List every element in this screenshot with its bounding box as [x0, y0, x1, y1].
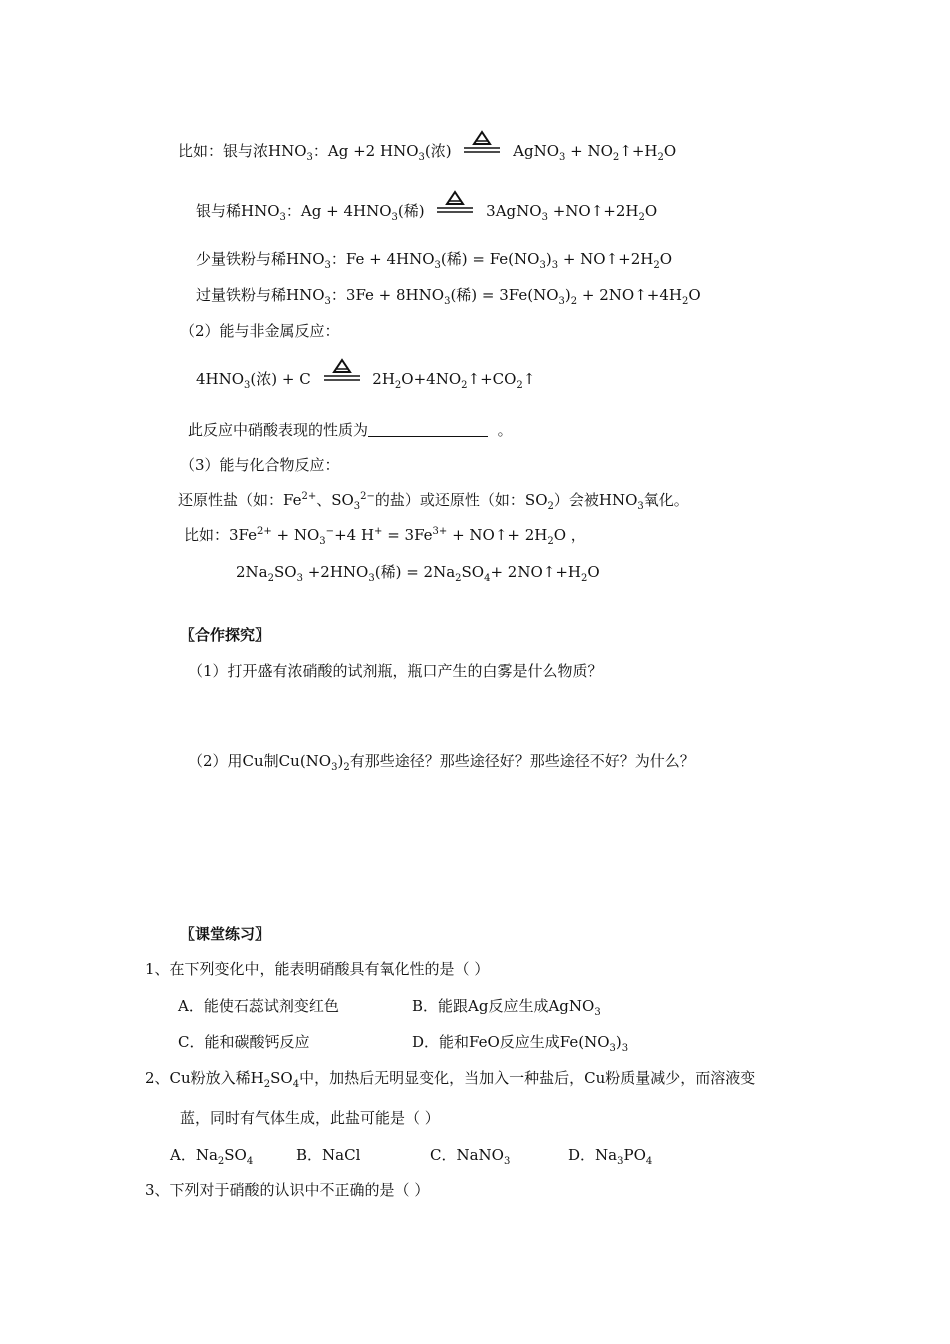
- text: SO: [224, 1146, 247, 1164]
- sub: 3: [551, 260, 559, 271]
- text: 比如：3Fe: [184, 526, 258, 544]
- sub: 3: [296, 573, 303, 584]
- text: ): [615, 1033, 622, 1051]
- text: 2、Cu粉放入稀H: [145, 1069, 264, 1087]
- option-1b[interactable]: [412, 996, 601, 1016]
- text: 还原性盐（如：Fe: [178, 491, 302, 509]
- text: O: [688, 286, 701, 304]
- option-2c[interactable]: [430, 1145, 510, 1165]
- text: ：Fe + 4HNO: [330, 250, 435, 268]
- text: 中，加热后无明显变化，当加入一种盐后，Cu粉质量减少，而溶液变: [299, 1069, 756, 1087]
- reaction-iron-little: [196, 249, 672, 269]
- text: ）会被: [553, 491, 599, 509]
- sub: 2: [516, 380, 523, 391]
- heat-symbol-icon: [462, 140, 502, 160]
- text: D．能和FeO反应生成Fe(NO: [412, 1033, 610, 1051]
- option-2b[interactable]: B．NaCl: [296, 1146, 361, 1164]
- heading-compound: （3）能与化合物反应：: [180, 456, 340, 474]
- practice-question-2: [145, 1068, 755, 1088]
- sub: 3: [434, 260, 441, 271]
- heat-symbol-icon: [435, 200, 475, 220]
- sub: 2: [263, 1079, 271, 1090]
- sub: 2: [581, 573, 588, 584]
- text: +2HNO: [302, 563, 369, 581]
- text: 3AgNO: [486, 202, 542, 220]
- text: 少量铁粉与稀: [196, 250, 287, 268]
- sub: 2: [547, 501, 554, 512]
- text: + NO↑+2H: [558, 250, 654, 268]
- text: ：3Fe + 8HNO: [330, 286, 445, 304]
- reducing-salts-text: [178, 490, 689, 510]
- sub: 3: [539, 260, 546, 271]
- option-2d[interactable]: [568, 1145, 652, 1165]
- text: ：Ag + 4HNO: [285, 202, 392, 220]
- text: O: [663, 142, 677, 160]
- sub: 3: [418, 152, 425, 163]
- text: PO: [623, 1146, 646, 1164]
- reaction-silver-dilute: [196, 200, 657, 221]
- text: SO: [461, 563, 485, 581]
- question-2: [188, 751, 695, 771]
- reaction-ferrous: [184, 525, 586, 545]
- text: ↑+H: [619, 142, 658, 160]
- text: A．Na: [170, 1146, 218, 1164]
- sub: 2: [547, 536, 554, 547]
- text: D．Na: [568, 1146, 618, 1164]
- text: HNO: [241, 202, 280, 220]
- sup: −: [325, 526, 335, 537]
- text: B．能跟Ag反应生成AgNO: [412, 997, 595, 1015]
- practice-question-1: 1、在下列变化中，能表明硝酸具有氧化性的是（ ）: [145, 960, 490, 978]
- text: ): [337, 752, 344, 770]
- sub: 4: [292, 1079, 300, 1090]
- sub: 2: [267, 573, 274, 584]
- text: （2）用Cu制Cu(NO: [188, 752, 332, 770]
- sub: 2: [657, 152, 664, 163]
- sub: 3: [621, 1043, 629, 1054]
- sub: 3: [244, 380, 251, 391]
- sub: 3: [368, 573, 375, 584]
- text: + 2NO↑+H: [490, 563, 581, 581]
- text: ↑: [522, 370, 536, 388]
- text: (稀) = 2Na: [374, 563, 456, 581]
- sub: 3: [617, 1156, 624, 1167]
- text: C．NaNO: [430, 1146, 504, 1164]
- sup: 3+: [432, 526, 448, 537]
- text: (浓): [424, 142, 452, 160]
- sub: 2: [343, 762, 350, 773]
- text: HNO: [286, 250, 325, 268]
- text: HNO: [268, 142, 307, 160]
- sub: 3: [306, 152, 313, 163]
- sub: 3: [353, 501, 361, 512]
- text: O: [587, 563, 600, 581]
- sub: 3: [541, 212, 548, 223]
- text: +NO↑+2H: [547, 202, 639, 220]
- sub: 2: [461, 380, 468, 391]
- text: + 2NO↑+4H: [577, 286, 682, 304]
- heading-nonmetal: （2）能与非金属反应：: [180, 322, 340, 340]
- text: = 3Fe: [382, 526, 433, 544]
- option-2a[interactable]: [170, 1145, 253, 1165]
- sub: 2: [612, 152, 620, 163]
- reaction-carbon: [196, 368, 535, 389]
- text: ): [564, 286, 571, 304]
- question-1: （1）打开盛有浓硝酸的试剂瓶，瓶口产生的白雾是什么物质？: [188, 662, 603, 680]
- text: 有那些途径？那些途径好？那些途径不好？为什么？: [349, 752, 695, 770]
- sub: 2: [570, 296, 578, 307]
- heat-symbol-icon: [322, 368, 362, 388]
- text: 。: [497, 421, 513, 439]
- practice-question-2-cont: 蓝，同时有气体生成，此盐可能是（ ）: [180, 1109, 440, 1127]
- sup: 2+: [301, 491, 317, 502]
- text: O: [644, 202, 658, 220]
- text: ↑+CO: [467, 370, 517, 388]
- sup: +: [374, 526, 383, 537]
- sup: 2+: [257, 526, 272, 537]
- sub: 3: [637, 501, 644, 512]
- sub: 2: [682, 296, 689, 307]
- text: O+4NO: [401, 370, 462, 388]
- sub: 3: [558, 296, 565, 307]
- text: ): [545, 250, 552, 268]
- section-title-practice: 〖课堂练习〗: [180, 925, 271, 943]
- sub: 2: [653, 260, 660, 271]
- sub: 2: [638, 212, 645, 223]
- sub: 3: [279, 212, 286, 223]
- sub: 3: [444, 296, 451, 307]
- text: 、SO: [316, 491, 354, 509]
- sup: 2−: [360, 491, 375, 502]
- sub: 4: [484, 573, 491, 584]
- text: +4 H: [334, 526, 375, 544]
- sub: 4: [645, 1156, 653, 1167]
- text: (稀) = Fe(NO: [440, 250, 540, 268]
- sub: 3: [324, 296, 331, 307]
- sub: 3: [391, 212, 398, 223]
- sub: 3: [503, 1156, 511, 1167]
- text: AgNO: [513, 142, 560, 160]
- text: 此反应中硝酸表现的性质为: [188, 421, 369, 439]
- text: O: [659, 250, 673, 268]
- text: HNO: [598, 491, 638, 509]
- practice-question-3: 3、下列对于硝酸的认识中不正确的是（ ）: [145, 1181, 430, 1199]
- text: 2Na: [236, 563, 268, 581]
- text: 氧化。: [643, 491, 689, 509]
- sub: 2: [394, 380, 402, 391]
- answer-blank[interactable]: [368, 421, 488, 437]
- sub: 2: [217, 1156, 225, 1167]
- text: SO: [274, 563, 297, 581]
- text: 银与稀: [196, 202, 242, 220]
- text: 2H: [372, 370, 395, 388]
- option-1d[interactable]: [412, 1032, 628, 1052]
- reaction-iron-excess: [196, 285, 701, 305]
- text: 过量铁粉与稀: [196, 286, 287, 304]
- reaction-silver-concentrated: [178, 140, 676, 161]
- section-title-cooperative: 〖合作探究〗: [180, 626, 271, 644]
- text: (稀): [397, 202, 425, 220]
- sub: 3: [331, 762, 338, 773]
- sub: 3: [594, 1007, 601, 1018]
- fill-blank-question: [188, 420, 513, 440]
- text: ：Ag +2 HNO: [312, 142, 419, 160]
- text: + NO↑+ 2H: [447, 526, 548, 544]
- text: 的盐）或还原性（如：SO: [374, 491, 548, 509]
- sub: 3: [324, 260, 331, 271]
- text: + NO: [271, 526, 320, 544]
- sub: 2: [455, 573, 462, 584]
- sub: 3: [609, 1043, 616, 1054]
- text: 比如：银与浓: [178, 142, 269, 160]
- text: 4HNO: [196, 370, 245, 388]
- option-1c[interactable]: C．能和碳酸钙反应: [178, 1033, 310, 1051]
- text: SO: [270, 1069, 293, 1087]
- text: HNO: [286, 286, 325, 304]
- sub: 4: [246, 1156, 254, 1167]
- reaction-sulfite: [236, 562, 600, 582]
- text: + NO: [565, 142, 613, 160]
- text: O ，: [553, 526, 586, 544]
- option-1a[interactable]: A．能使石蕊试剂变红色: [178, 997, 339, 1015]
- sub: 3: [319, 536, 326, 547]
- sub: 3: [559, 152, 566, 163]
- text: (稀) = 3Fe(NO: [450, 286, 559, 304]
- text: (浓) + C: [250, 370, 311, 388]
